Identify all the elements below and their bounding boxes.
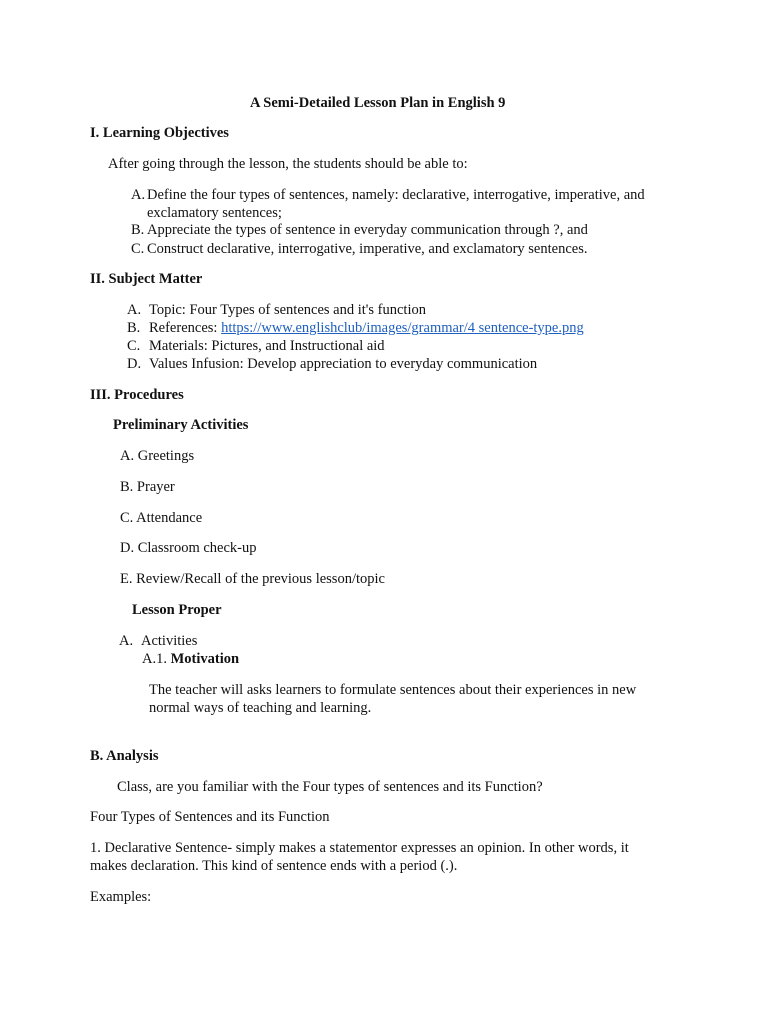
motivation-number: A.1. [142,651,171,667]
subject-materials [127,337,385,355]
motivation-label: Motivation [170,651,240,667]
subject-topic-text: Topic: Four Types of sentences and it's function [149,302,426,318]
objective-marker: B. [131,222,145,238]
activities-marker: A. [119,633,134,649]
references-link[interactable]: https://www.englishclub/images/grammar/4 sentence-type.png [221,320,584,336]
preliminary-heading: Preliminary Activities [113,417,249,433]
objective-item-a-continued: exclamatory sentences; [147,205,282,221]
objective-marker: A. [131,187,146,203]
preliminary-item: B. Prayer [120,479,175,495]
subject-marker: B. [127,320,141,336]
declarative-definition-line: makes declaration. This kind of sentence ends with a period (.). [90,858,458,874]
objective-text: Define the four types of sentences, namely: declarative, interrogative, imperative, and [147,187,645,203]
motivation-text-line: normal ways of teaching and learning. [149,700,372,716]
objective-item-a [131,186,645,204]
subject-marker: C. [127,338,141,354]
subject-values [127,355,537,373]
objectives-intro: After going through the lesson, the students should be able to: [108,156,468,172]
analysis-heading: B. Analysis [90,748,159,764]
objective-item-b [131,221,588,239]
declarative-definition-line: 1. Declarative Sentence- simply makes a statementor expresses an opinion. In other words, it [90,840,629,856]
preliminary-item: E. Review/Recall of the previous lesson/topic [120,571,385,587]
page-title: A Semi-Detailed Lesson Plan in English 9 [250,95,506,111]
objective-text: Construct declarative, interrogative, imperative, and exclamatory sentences. [147,241,588,257]
preliminary-item: C. Attendance [120,510,203,526]
subject-marker: A. [127,302,142,318]
motivation-text-line: The teacher will asks learners to formulate sentences about their experiences in new [149,682,637,698]
examples-label: Examples: [90,889,152,905]
section-heading-procedures: III. Procedures [90,387,184,403]
objective-item-c [131,240,587,258]
objective-text: Appreciate the types of sentence in everyday communication through ?, and [147,222,588,238]
activities-text: Activities [141,633,198,649]
lesson-proper-heading: Lesson Proper [132,602,222,618]
analysis-subheading: Four Types of Sentences and its Function [90,809,330,825]
subject-references [127,319,584,337]
subject-marker: D. [127,356,142,372]
motivation-item [142,650,239,668]
references-label: References: [149,320,222,336]
subject-topic [127,301,426,319]
subject-materials-text: Materials: Pictures, and Instructional aid [149,338,385,354]
section-heading-objectives: I. Learning Objectives [90,125,229,141]
section-heading-subject-matter: II. Subject Matter [90,271,203,287]
objective-marker: C. [131,241,145,257]
preliminary-item: A. Greetings [120,448,195,464]
subject-values-text: Values Infusion: Develop appreciation to everyday communication [149,356,538,372]
analysis-question: Class, are you familiar with the Four types of sentences and its Function? [117,779,543,795]
preliminary-item: D. Classroom check-up [120,540,257,556]
activities-item [119,632,197,650]
